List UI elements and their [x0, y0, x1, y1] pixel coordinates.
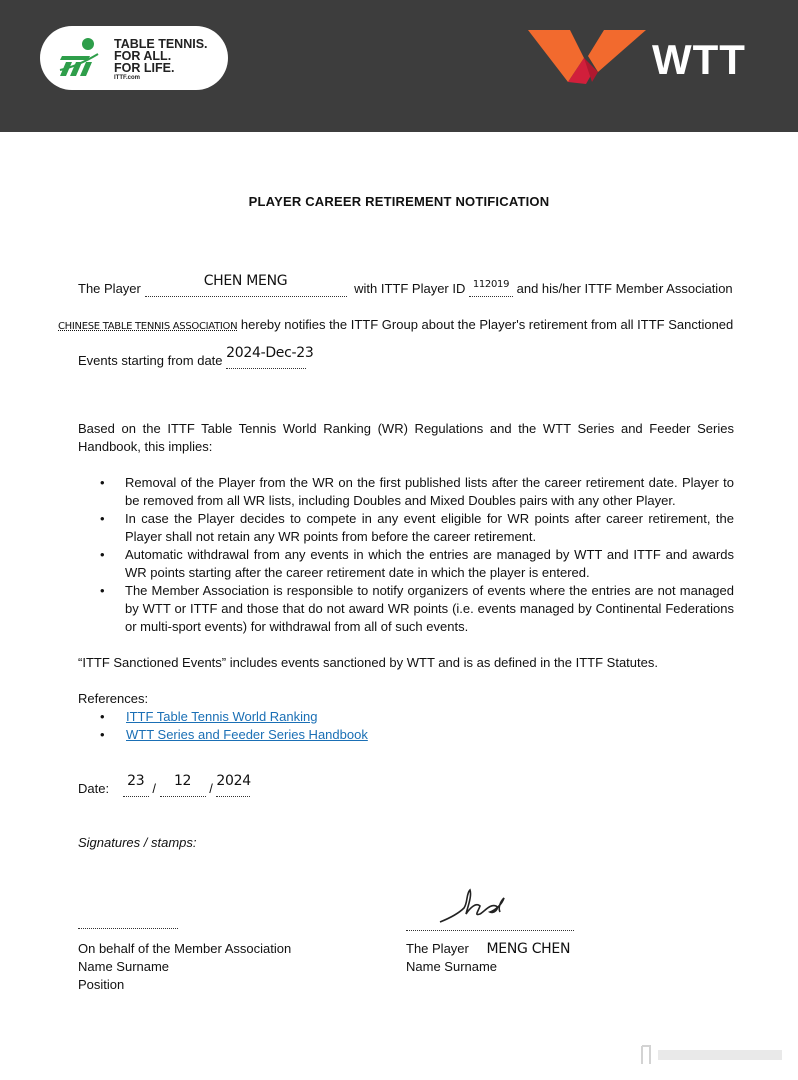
player-id-field: 112019: [469, 280, 513, 297]
association-signatory-label: On behalf of the Member Association: [78, 941, 292, 956]
player-name-surname: Name Surname: [406, 959, 498, 974]
reference-item: • ITTF Table Tennis World Ranking: [100, 709, 318, 724]
player-name-field: CHEN MENG: [145, 280, 347, 297]
references-label: References:: [78, 691, 149, 706]
reference-item: • WTT Series and Feeder Series Handbook: [100, 727, 368, 742]
association-name-surname: Name Surname: [78, 959, 170, 974]
list-item: • The Member Association is responsible to notify organizers of events where the entries are not managed by WTT or ITTF and those that do not award WR points (i.e. events managed by Continental Federations or multi-sport events) for withdrawal from all of such events.: [100, 583, 734, 634]
association-name: CHINESE TABLE TENNIS ASSOCIATION: [58, 321, 238, 332]
watermark-icon: [640, 1044, 788, 1066]
association-signature-line: [78, 928, 178, 929]
player-printed-name: MENG CHEN: [486, 941, 571, 957]
date-month-field: 12: [160, 780, 206, 797]
sanctioned-events-note: “ITTF Sanctioned Events” includes events sanctioned by WTT and is as defined in the ITTF Statutes.: [78, 655, 658, 670]
player-line: The Player CHEN MENG with ITTF Player ID $^{112019}$ and his/her ITTF Member Association: [78, 273, 733, 296]
signing-date-line: Date: 23 / 12 / 2024: [78, 773, 251, 796]
player-signatory: The Player MENG CHEN: [406, 941, 571, 957]
ittf-logo[interactable]: [40, 26, 228, 90]
reference-link-ranking[interactable]: ITTF Table Tennis World Ranking: [126, 709, 318, 724]
wtt-mark-icon: [528, 26, 648, 88]
list-item: • Removal of the Player from the WR on the first published lists after the career retirement date. Player to be removed from all WR lists, including Doubles and Mixed Doubles pairs with any other Player.: [100, 475, 734, 508]
date-line: Events starting from date 2024-Dec-23: [78, 345, 314, 368]
association-position: Position: [78, 977, 125, 992]
wtt-logo[interactable]: [528, 26, 768, 88]
player-signature-line: [406, 930, 574, 931]
date-year-field: 2024: [216, 780, 250, 797]
signatures-label: Signatures / stamps:: [78, 835, 197, 850]
date-day-field: 23: [123, 780, 149, 797]
player-signature: [436, 884, 516, 928]
retirement-date-field: 2024-Dec-23: [226, 352, 306, 369]
intro-paragraph: Based on the ITTF Table Tennis World Ranking (WR) Regulations and the WTT Series and Feeder Series Handbook, this implies:: [78, 421, 734, 454]
list-item: • In case the Player decides to compete in any event eligible for WR points after career retirement, the Player shall not retain any WR points from before the career retirement.: [100, 511, 734, 544]
list-item: • Automatic withdrawal from any events in which the entries are managed by WTT and ITTF and awards WR points starting after the career retirement date in which the player is entered.: [100, 547, 734, 580]
header-bar: [0, 0, 798, 132]
reference-link-handbook[interactable]: WTT Series and Feeder Series Handbook: [126, 727, 368, 742]
document-body: [0, 132, 798, 1080]
wtt-wordmark: WTT: [652, 36, 746, 83]
association-line: CHINESE TABLE TENNIS ASSOCIATION hereby notifies the ITTF Group about the Player's retirement from all ITTF Sanctioned: [58, 317, 734, 332]
ittf-slogan: TABLE TENNIS. FOR ALL. FOR LIFE. ITTF.com: [114, 37, 208, 81]
implications-list: [78, 474, 734, 636]
ittf-url: ITTF.com: [114, 75, 141, 81]
ittf-emblem-icon: [56, 36, 100, 80]
document-title: PLAYER CAREER RETIREMENT NOTIFICATION: [248, 194, 550, 209]
